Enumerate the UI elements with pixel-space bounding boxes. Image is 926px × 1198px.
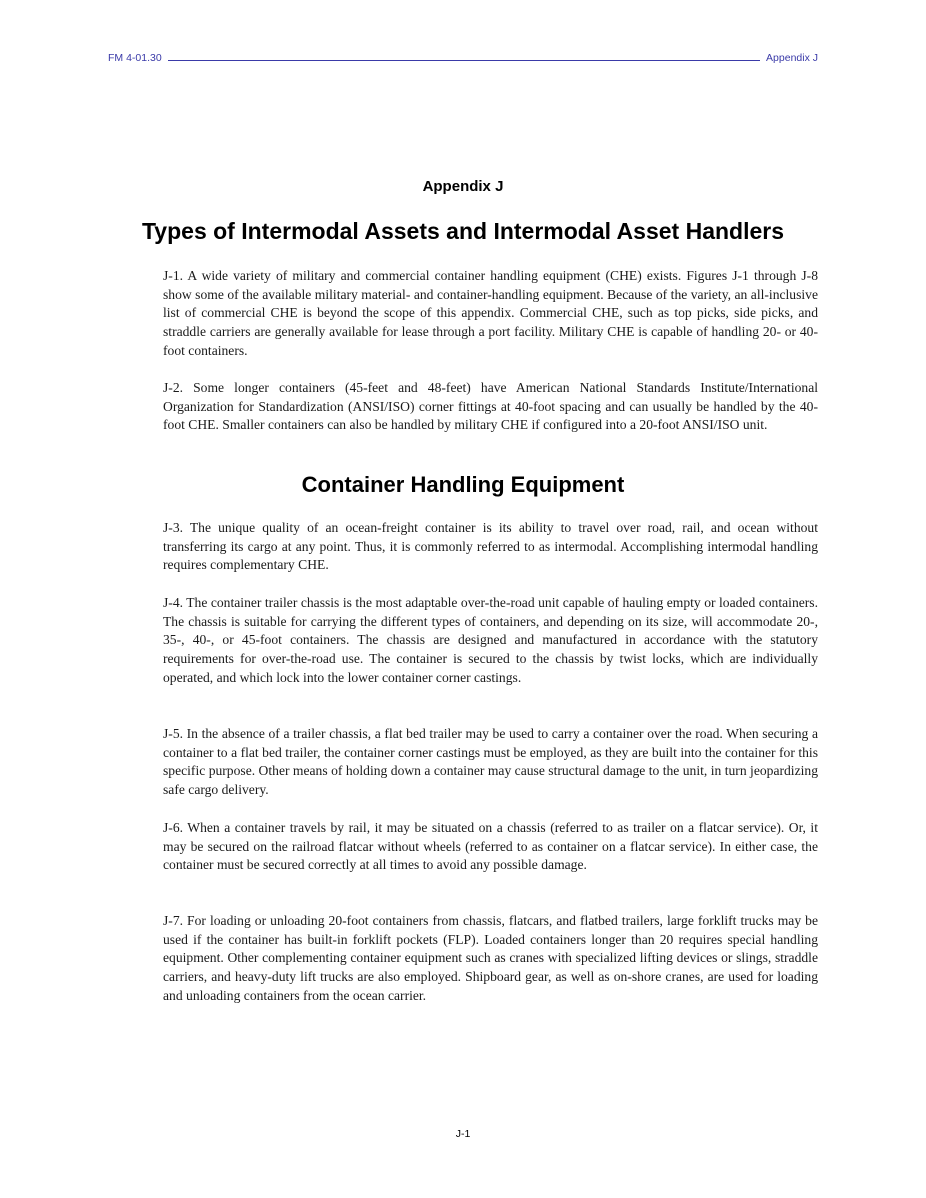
paragraph-j2: J-2. Some longer containers (45-feet and 48-feet) have American National Standards Institute/International Organization for Standardization (ANSI/ISO) corner fittings at 40-foot spacing and can usually be handled by the 40-foot CHE. Smaller containers can also be handled by military CHE if configured into a 20-foot ANSI/ISO unit.	[163, 380, 818, 433]
header-rule	[168, 60, 760, 61]
page-title: Types of Intermodal Assets and Intermodal Asset Handlers	[141, 218, 785, 244]
running-header	[108, 52, 818, 64]
header-appendix-label: Appendix J	[766, 52, 818, 64]
paragraph-j7: J-7. For loading or unloading 20-foot containers from chassis, flatcars, and flatbed trailers, large forklift trucks may be used if the container has built-in forklift pockets (FLP). Loaded containers longer than 20 requires special handling equipment. Other complementing container equipment such as cranes with specialized lifting devices or slings, straddle carriers, and heavy-duty lift trucks are also employed. Shipboard gear, as well as on-shore cranes, are used for loading and unloading containers from the ocean carrier.	[163, 913, 818, 1003]
header-document-id: FM 4-01.30	[108, 52, 162, 64]
paragraph-j4: J-4. The container trailer chassis is the most adaptable over-the-road unit capable of hauling empty or loaded containers. The chassis is suitable for carrying the different types of containers, and depending on its size, will accommodate 20-, 35-, 40-, or 45-foot containers. The chassis are designed and manufactured in accordance with the statutory requirements for over-the-road use. The container is secured to the chassis by twist locks, which are individually operated, and which lock into the lower container corner castings.	[163, 595, 818, 685]
section-heading: Container Handling Equipment	[301, 472, 625, 497]
paragraph-j1: J-1. A wide variety of military and commercial container handling equipment (CHE) exists. Figures J-1 through J-8 show some of the available military material- and container-handling equipment. Because of the variety, an all-inclusive list of commercial CHE is beyond the scope of this appendix. Commercial CHE, such as top picks, side picks, and straddle carriers are generally available for lease through a port facility. Military CHE is capable of handling 20- or 40-foot containers.	[163, 268, 818, 358]
paragraph-j5: J-5. In the absence of a trailer chassis, a flat bed trailer may be used to carry a container over the road. When securing a container to a flat bed trailer, the container corner castings must be employed, as they are built into the container for this specific purpose. Other means of holding down a container may cause structural damage to the unit, in turn jeopardizing safe cargo delivery.	[163, 726, 818, 798]
paragraph-j6: J-6. When a container travels by rail, it may be situated on a chassis (referred to as trailer on a flatcar service). Or, it may be secured on the railroad flatcar without wheels (referred to as container on a flatcar service). In either case, the container must be secured correctly at all times to avoid any possible damage.	[163, 820, 818, 873]
page-number: J-1	[455, 1128, 471, 1140]
paragraph-j3: J-3. The unique quality of an ocean-freight container is its ability to travel over road, rail, and ocean without transferring its cargo at any point. Thus, it is commonly referred to as intermodal. Accomplishing intermodal handling requires complementary CHE.	[163, 520, 818, 573]
appendix-heading: Appendix J	[422, 178, 504, 195]
